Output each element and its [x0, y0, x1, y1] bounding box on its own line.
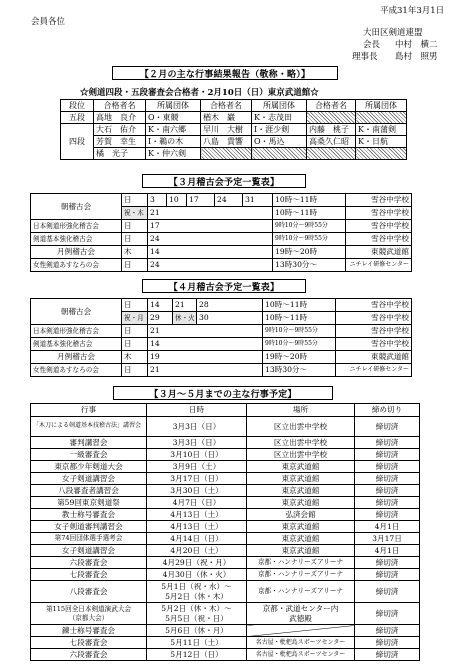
event-place: 東京武道館	[247, 461, 355, 473]
event-name: 審判講習会	[31, 437, 147, 449]
table-row	[31, 545, 420, 557]
event-place: 京都・ハンナリーズアリーナ	[247, 581, 355, 603]
practice-day: 日	[122, 338, 148, 351]
practice-place: 雪谷中学校	[346, 233, 412, 246]
event-place: 東京武道館	[247, 473, 355, 485]
event-deadline: 4月1日	[355, 545, 420, 557]
event-date: 5月11日（土）	[147, 637, 247, 649]
event-name: 第74回団体選手選考会	[31, 533, 147, 545]
event-name: 東京都少年剣道大会	[31, 461, 147, 473]
event-deadline: 締切済	[355, 485, 420, 497]
table-row	[31, 246, 412, 259]
practice-place: 雪谷中学校	[346, 220, 412, 233]
event-place: 京都・ハンナリーズアリーナ	[247, 557, 355, 569]
practice-extra-day: 休・火	[173, 312, 197, 325]
table-row	[31, 351, 412, 364]
event-date: 5月6日（休・月）	[147, 625, 247, 637]
event-name: 錬士称号審査会	[31, 625, 147, 637]
event-deadline: 締切済	[355, 557, 420, 569]
practice-day: 日	[122, 220, 148, 233]
event-date: 4月7日（日）	[147, 497, 247, 509]
practice-place: ニチレイ研修センター	[336, 364, 412, 377]
practice-time: 19時～20時	[263, 351, 336, 364]
event-date: 4月29日（祝・月）	[147, 557, 247, 569]
table-row	[31, 299, 412, 312]
event-name: 第115回全日本剣道演武大会	[45, 604, 132, 613]
empty-cell	[356, 112, 407, 124]
practice-date: 21	[173, 299, 197, 312]
practice-place: 東競武道館	[336, 351, 412, 364]
practice-place: 東競武道館	[346, 246, 412, 259]
event-deadline: 3月17日	[355, 533, 420, 545]
event-name-block	[31, 603, 147, 625]
event-date: 3月3日（日）	[147, 437, 247, 449]
event-deadline: 4月1日	[355, 521, 420, 533]
practice-place: 雪谷中学校	[346, 207, 412, 220]
event-date: 4月20日（土）	[147, 545, 247, 557]
passer-club: I・涯少剣	[252, 124, 307, 136]
practice-date: 17	[187, 194, 215, 207]
event-name: 七段審査会	[31, 637, 147, 649]
event-place: 東京武道館	[247, 533, 355, 545]
event-place: 区立出雲中学校	[247, 437, 355, 449]
event-name: 八段審査者講習会	[31, 485, 147, 497]
event-date: 4月14日（日）	[147, 533, 247, 545]
table-row	[31, 649, 420, 661]
event-date-end: 5月5日（祝・日）	[165, 613, 228, 623]
passer-name: 内藤 桃子	[307, 124, 356, 136]
practice-time: 10時～11時	[273, 207, 346, 220]
table-row	[31, 325, 412, 338]
event-date-start: 5月1日（祝・水）～	[161, 582, 232, 592]
practice-time: 10時～11時	[263, 312, 336, 325]
practice-name: 朝稽古会	[31, 299, 122, 325]
practice-time: 9時10分～9時55分	[263, 325, 336, 338]
practice-date: 17	[148, 220, 273, 233]
passer-club: I・鵜の木	[146, 136, 201, 148]
practice-day: 木	[122, 351, 148, 364]
passer-name: 高地 良介	[94, 112, 146, 124]
event-name: 一級審査会	[31, 449, 147, 461]
event-name: 七段審査会	[31, 569, 147, 581]
practice-date: 14	[148, 338, 263, 351]
event-deadline: 締切済	[355, 581, 420, 603]
table-row	[61, 112, 407, 124]
table-row	[31, 521, 420, 533]
practice-date: 21	[148, 364, 263, 377]
empty-cell	[252, 148, 307, 160]
practice-place: 雪谷中学校	[346, 194, 412, 207]
table-row	[31, 533, 420, 545]
practice-day: 日	[122, 259, 148, 272]
passer-name: 芳賀 幸生	[94, 136, 146, 148]
president-name: 中村 横二	[395, 40, 438, 50]
practice-day: 木	[122, 246, 148, 259]
event-date: 3月10日（日）	[147, 449, 247, 461]
event-date: 3月30日（土）	[147, 485, 247, 497]
practice-name: 剣道基本強化稽古会	[31, 338, 122, 351]
event-deadline: 締切済	[355, 649, 420, 661]
table-row	[31, 461, 420, 473]
practice-place: 雪谷中学校	[336, 299, 412, 312]
practice-day: 日	[122, 194, 148, 207]
rank-cell: 四段	[61, 124, 94, 160]
passer-club: K・志茂田	[252, 112, 307, 124]
table-row	[31, 509, 420, 521]
event-deadline: 締切済	[355, 603, 420, 625]
practice-date: 10	[167, 194, 187, 207]
practice-date: 31	[243, 194, 273, 207]
director-name: 島村 照男	[395, 52, 438, 62]
table-row	[31, 259, 412, 272]
passer-club: O・馬込	[252, 136, 307, 148]
events-section-title: 【３月～５月までの主な行事予定】	[113, 386, 333, 400]
event-place: 東京武道館	[247, 485, 355, 497]
event-name: 女子剣道講習会	[31, 473, 147, 485]
passer-club: K・南蒲剣	[356, 124, 407, 136]
passer-name: 橘 光子	[94, 148, 146, 160]
director-title: 理事長	[352, 52, 378, 62]
practice-date: 3	[148, 194, 167, 207]
practice-time: 10時～11時	[273, 194, 346, 207]
table-row	[31, 338, 412, 351]
table-row	[31, 569, 420, 581]
event-date: 3月17日（日）	[147, 473, 247, 485]
event-deadline: 締切済	[355, 461, 420, 473]
event-date-start: 5月2日（休・木）～	[161, 604, 232, 614]
practice-day: 日	[122, 325, 148, 338]
april-section-title: 【４月稽古会予定一覧表】	[142, 279, 306, 293]
practice-date: 21	[148, 325, 263, 338]
event-date: 5月12日（日）	[147, 649, 247, 661]
table-row	[31, 417, 420, 437]
event-deadline: 締切済	[355, 625, 420, 637]
table-row	[31, 473, 420, 485]
practice-name: 月例稽古会	[31, 351, 122, 364]
empty-cell	[307, 148, 356, 160]
event-place-block	[247, 603, 355, 625]
passer-name: 楢木 巌	[201, 112, 252, 124]
event-place: 東京武道館	[247, 545, 355, 557]
practice-time: 13時30分～	[273, 259, 346, 272]
practice-date: 14	[148, 246, 273, 259]
event-place: 京都・武道センター内	[262, 604, 339, 614]
event-date: 4月30日（休・火）	[147, 569, 247, 581]
table-row	[31, 581, 420, 603]
event-name: 第59回東京剣道祭	[31, 497, 147, 509]
event-place: 東京武道館	[247, 521, 355, 533]
table-row	[31, 497, 420, 509]
table-row	[61, 148, 407, 160]
practice-time: 19時～20時	[273, 246, 346, 259]
practice-extra-date: 30	[197, 312, 263, 325]
passer-name: 大石 佑介	[94, 124, 146, 136]
header-cell: 締め切り	[355, 404, 420, 417]
practice-time: 13時30分～	[263, 364, 336, 377]
recipient: 会員各位	[31, 17, 66, 27]
practice-place: 雪谷中学校	[336, 312, 412, 325]
event-deadline: 締切済	[355, 473, 420, 485]
event-place-empty	[247, 625, 355, 637]
event-place: 弘済会館	[247, 509, 355, 521]
event-deadline: 締切済	[355, 497, 420, 509]
table-row	[31, 437, 420, 449]
event-name: 六段審査会	[31, 649, 147, 661]
practice-date: 24	[148, 259, 273, 272]
header-cell: 日時	[147, 404, 247, 417]
table-row	[31, 449, 420, 461]
event-place: 東京武道館	[247, 497, 355, 509]
passer-club: K・日航	[356, 136, 407, 148]
event-date: 3月3日（日）	[147, 417, 247, 437]
passer-name: 八島 貴響	[201, 136, 252, 148]
passer-name: 高桑久仁昭	[307, 136, 356, 148]
practice-day: 日	[122, 299, 148, 312]
practice-name: 女性剣道あすなろの会	[31, 259, 122, 272]
event-deadline: 締切済	[355, 509, 420, 521]
practice-day: 日	[122, 364, 148, 377]
practice-place: 雪谷中学校	[336, 338, 412, 351]
header-cell: 場所	[247, 404, 355, 417]
practice-time: 9時10分～9時55分	[263, 338, 336, 351]
event-place: 名古屋・枇杷島スポーツセンター	[247, 637, 355, 649]
practice-time: 9時10分～9時55分	[273, 220, 346, 233]
event-place-sub: 武徳殿	[289, 613, 312, 623]
practice-name: 月例稽古会	[31, 246, 122, 259]
practice-time: 9時10分～9時55分	[273, 233, 346, 246]
event-place: 区立出雲中学校	[247, 417, 355, 437]
table-row	[61, 124, 407, 136]
president-title: 会長	[363, 40, 381, 50]
organization-name: 大田区剣道連盟	[363, 28, 423, 38]
empty-cell	[356, 148, 407, 160]
header-cell: 段位	[61, 100, 94, 112]
event-name: 教士称号審査会	[31, 509, 147, 521]
event-date-range	[147, 603, 247, 625]
practice-name: 朝稽古会	[31, 194, 122, 220]
practice-name: 日本剣道形強化稽古会	[31, 220, 122, 233]
event-deadline: 締切済	[355, 637, 420, 649]
passer-club: O・東競	[146, 112, 201, 124]
practice-day: 祝・木	[122, 207, 148, 220]
event-place: 名古屋・枇杷島スポーツセンター	[247, 649, 355, 661]
feb-section-title: 【２月の主な行事結果報告（敬称・略）】	[112, 66, 338, 80]
header-cell: 合格者名	[201, 100, 252, 112]
feb-subtitle: ☆剣道四段・五段審査会合格者・2月10日（日）東京武道館☆	[80, 88, 319, 98]
practice-date: 24	[148, 233, 273, 246]
events-table-header	[31, 404, 420, 417]
practice-date: 24	[215, 194, 243, 207]
practice-time: 10時～11時	[263, 299, 336, 312]
practice-date: 14	[148, 299, 173, 312]
document-date: 平成31年3月1日	[380, 6, 445, 16]
practice-date: 28	[197, 299, 263, 312]
event-date: 4月13日（土）	[147, 509, 247, 521]
table-row	[31, 557, 420, 569]
table-row	[31, 637, 420, 649]
event-date-end: 5月2日（休・木）	[165, 591, 228, 601]
event-name: 女子剣道審判講習会	[31, 521, 147, 533]
practice-name: 日本剣道形強化稽古会	[31, 325, 122, 338]
event-deadline: 締切済	[355, 437, 420, 449]
practice-date: 21	[148, 207, 273, 220]
event-deadline: 締切済	[355, 569, 420, 581]
practice-day: 祝・月	[122, 312, 148, 325]
practice-day: 日	[122, 233, 148, 246]
event-name: 女子剣道講習会	[31, 545, 147, 557]
practice-place: ニチレイ研修センター	[346, 259, 412, 272]
event-place: 京都・ハンナリーズアリーナ	[247, 569, 355, 581]
table-row	[31, 233, 412, 246]
event-date-range	[147, 581, 247, 603]
feb-table-header	[61, 100, 407, 112]
event-deadline: 締切済	[355, 449, 420, 461]
event-place: 区立出雲中学校	[247, 449, 355, 461]
event-date: 4月13日（土）	[147, 521, 247, 533]
empty-cell	[201, 148, 252, 160]
event-deadline: 締切済	[355, 417, 420, 437]
event-name: 「木刀による剣道基本技稽古法」講習会	[31, 417, 147, 437]
april-schedule-table	[30, 298, 412, 377]
practice-name: 剣道基本強化稽古会	[31, 233, 122, 246]
march-section-title: 【３月稽古会予定一覧表】	[142, 174, 306, 188]
header-cell: 所属団体	[356, 100, 407, 112]
header-cell: 合格者名	[94, 100, 146, 112]
practice-date: 19	[148, 351, 263, 364]
practice-place: 雪谷中学校	[336, 325, 412, 338]
events-table	[30, 403, 420, 661]
table-row	[61, 136, 407, 148]
table-row	[31, 485, 420, 497]
passer-club: K・南六郷	[146, 124, 201, 136]
passer-club: K・仲六剣	[146, 148, 201, 160]
event-name-sub: （京都大会）	[68, 613, 109, 622]
rank-cell: 五段	[61, 112, 94, 124]
event-name: 八段審査会	[31, 581, 147, 603]
passer-name: 早川 大樹	[201, 124, 252, 136]
table-row	[31, 220, 412, 233]
header-cell: 合格者名	[307, 100, 356, 112]
header-cell: 所属団体	[252, 100, 307, 112]
practice-name: 女性剣道あすなろの会	[31, 364, 122, 377]
march-schedule-table	[30, 193, 412, 272]
table-row	[31, 364, 412, 377]
event-date: 3月9日（土）	[147, 461, 247, 473]
practice-date: 29	[148, 312, 173, 325]
header-cell: 行事	[31, 404, 147, 417]
table-row	[31, 194, 412, 207]
header-cell: 所属団体	[146, 100, 201, 112]
table-row	[31, 625, 420, 637]
event-name: 六段審査会	[31, 557, 147, 569]
table-row	[31, 603, 420, 625]
feb-results-table	[60, 99, 407, 160]
empty-cell	[307, 112, 356, 124]
